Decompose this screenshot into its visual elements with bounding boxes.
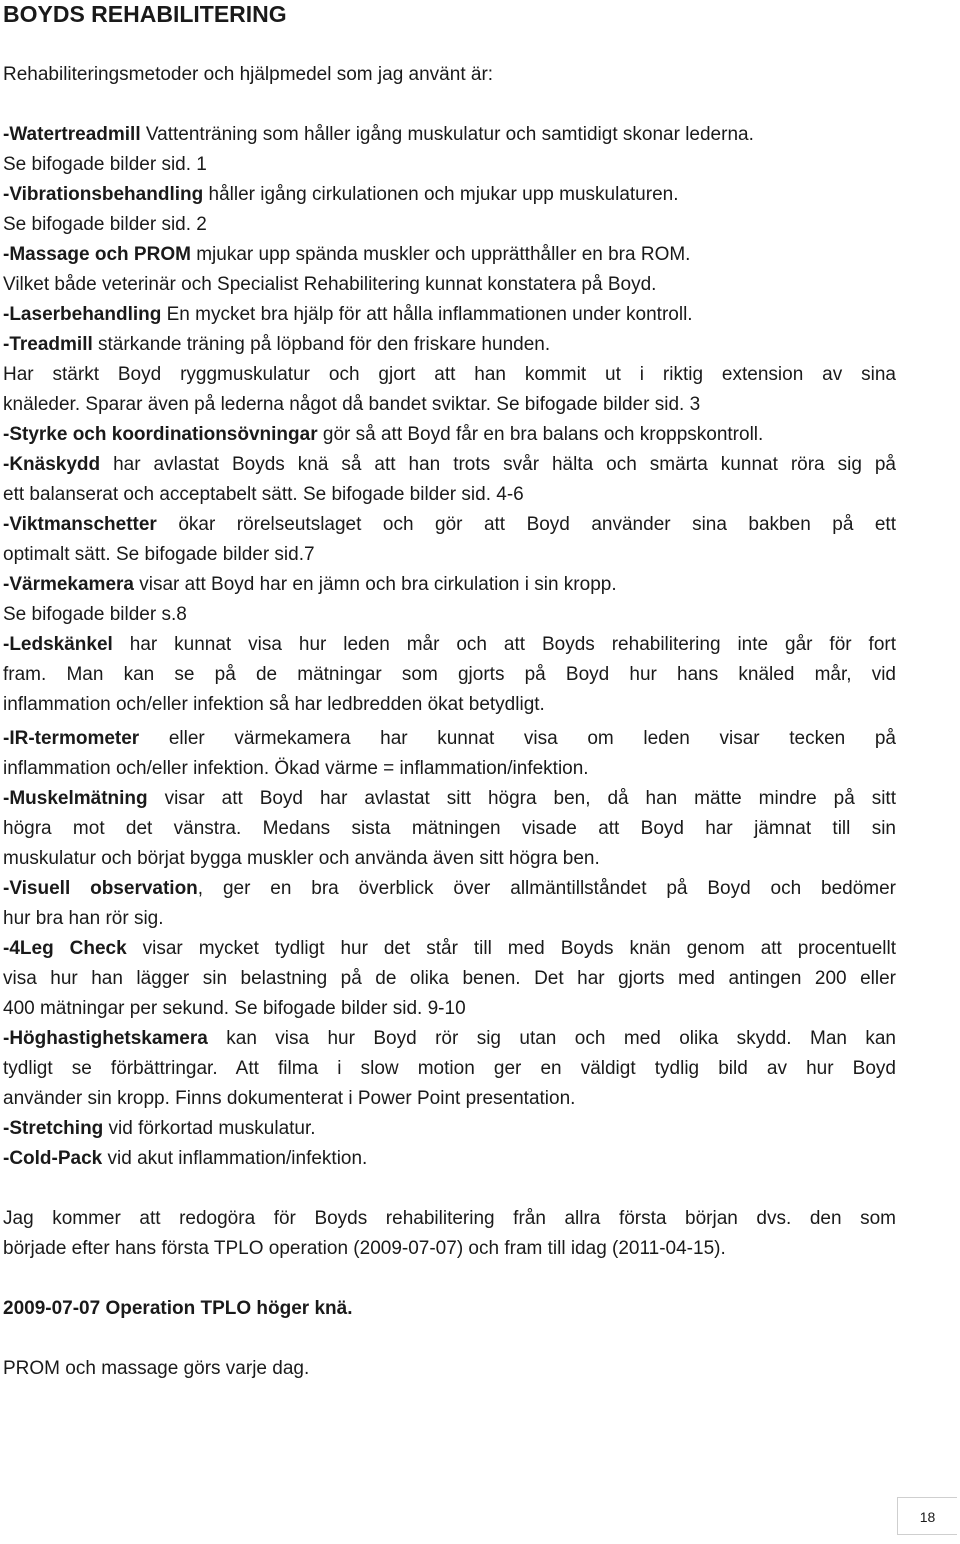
method-text: Vattenträning som håller igång muskulatur och samtidigt skonar lederna. xyxy=(140,124,754,145)
method-line xyxy=(3,212,207,238)
method-name: -Laserbehandling xyxy=(3,304,162,325)
method-line xyxy=(3,332,550,358)
method-line xyxy=(3,966,896,992)
document-title: BOYDS REHABILITERING xyxy=(3,1,287,27)
method-line xyxy=(3,876,896,902)
method-text: visar att Boyd har avlastat sitt högra ben, då han mätte mindre på sitt xyxy=(147,788,896,809)
method-text: har avlastat Boyds knä så att han trots svår hälta och smärta kunnat röra sig på xyxy=(100,454,896,475)
method-line xyxy=(3,816,896,842)
method-line xyxy=(3,602,187,628)
method-text: fram. Man kan se på de mätningar som gjorts på Boyd hur hans knäled mår, vid xyxy=(3,664,896,685)
method-line xyxy=(3,362,896,388)
method-line xyxy=(3,422,763,448)
method-line xyxy=(3,936,896,962)
method-line xyxy=(3,632,896,658)
method-line xyxy=(3,152,207,178)
method-name: -Treadmill xyxy=(3,334,93,355)
method-text: Se bifogade bilder s.8 xyxy=(3,604,187,625)
method-line xyxy=(3,846,600,872)
intro-text: Rehabiliteringsmetoder och hjälpmedel som jag använt är: xyxy=(3,64,494,85)
method-line xyxy=(3,482,524,508)
method-text: muskulatur och börjat bygga muskler och använda även sitt högra ben. xyxy=(3,848,600,869)
method-text: , ger en bra överblick över allmäntillståndet på Boyd och bedömer xyxy=(197,878,897,899)
method-line xyxy=(3,452,896,478)
section-heading-text: 2009-07-07 Operation TPLO höger knä. xyxy=(3,1298,353,1319)
method-text: kan visa hur Boyd rör sig utan och med olika skydd. Man kan xyxy=(207,1028,896,1049)
method-name: -Visuell observation xyxy=(3,878,198,899)
method-name: -Vibrationsbehandling xyxy=(3,184,204,205)
method-line xyxy=(3,272,656,298)
method-text: vid akut inflammation/infektion. xyxy=(102,1148,368,1169)
method-text: Se bifogade bilder sid. 2 xyxy=(3,214,207,235)
method-line xyxy=(3,692,545,718)
method-text: optimalt sätt. Se bifogade bilder sid.7 xyxy=(3,544,315,565)
method-line xyxy=(3,1056,896,1082)
method-text: Se bifogade bilder sid. 1 xyxy=(3,154,207,175)
method-name: -Styrke och koordinationsövningar xyxy=(3,424,318,445)
method-line xyxy=(3,242,690,268)
method-line xyxy=(3,906,164,932)
method-text: tydligt se förbättringar. Att filma i slow motion ger en väldigt tydlig bild av hur Boyd xyxy=(3,1058,896,1079)
method-text: använder sin kropp. Finns dokumenterat i Power Point presentation. xyxy=(3,1088,576,1109)
method-line xyxy=(3,572,617,598)
method-text: högra mot det vänstra. Medans sista mätningen visade att Boyd har jämnat till sin xyxy=(3,818,896,839)
method-line xyxy=(3,122,754,148)
method-line xyxy=(3,512,896,538)
method-line xyxy=(3,726,896,752)
method-line xyxy=(3,756,589,782)
summary-line: började efter hans första TPLO operation (2009-07-07) och fram till idag (2011-04-15). xyxy=(3,1238,726,1259)
method-text: mjukar upp spända muskler och upprätthåller en bra ROM. xyxy=(190,244,691,265)
method-line xyxy=(3,1026,896,1052)
method-text: inflammation och/eller infektion. Ökad värme = inflammation/infektion. xyxy=(3,758,589,779)
method-text: visar mycket tydligt hur det står till med Boyds knän genom att procentuellt xyxy=(126,938,897,959)
method-name: -Watertreadmill xyxy=(3,124,141,145)
method-name: -Muskelmätning xyxy=(3,788,148,809)
method-text: knäleder. Sparar även på lederna något då bandet sviktar. Se bifogade bilder sid. 3 xyxy=(3,394,701,415)
method-text: ett balanserat och acceptabelt sätt. Se bifogade bilder sid. 4-6 xyxy=(3,484,524,505)
method-line xyxy=(3,392,700,418)
method-text: inflammation och/eller infektion så har ledbredden ökat betydligt. xyxy=(3,694,545,715)
method-text: håller igång cirkulationen och mjukar upp muskulaturen. xyxy=(203,184,679,205)
method-name: -Stretching xyxy=(3,1118,104,1139)
method-line xyxy=(3,1086,575,1112)
method-name: -4Leg Check xyxy=(3,938,127,959)
method-text: visa hur han lägger sin belastning på de olika benen. Det har gjorts med antingen 200 eller xyxy=(3,968,896,989)
method-line xyxy=(3,1116,316,1142)
method-name: -Viktmanschetter xyxy=(3,514,157,535)
section-heading xyxy=(3,1296,353,1322)
method-name: -IR-termometer xyxy=(3,728,140,749)
method-text: 400 mätningar per sekund. Se bifogade bilder sid. 9-10 xyxy=(3,998,466,1019)
method-line xyxy=(3,662,896,688)
method-text: har kunnat visa hur leden mår och att Boyds rehabilitering inte går för fort xyxy=(112,634,896,655)
method-name: -Ledskänkel xyxy=(3,634,113,655)
method-text: eller värmekamera har kunnat visa om leden visar tecken på xyxy=(139,728,896,749)
method-text: visar att Boyd har en jämn och bra cirkulation i sin kropp. xyxy=(133,574,617,595)
method-line xyxy=(3,542,315,568)
method-text: vid förkortad muskulatur. xyxy=(103,1118,316,1139)
method-text: gör så att Boyd får en bra balans och kroppskontroll. xyxy=(317,424,764,445)
method-text: En mycket bra hjälp för att hålla inflammationen under kontroll. xyxy=(161,304,693,325)
page-number: 18 xyxy=(897,1497,957,1535)
closing-text: PROM och massage görs varje dag. xyxy=(3,1358,310,1379)
method-line xyxy=(3,302,693,328)
method-line xyxy=(3,996,466,1022)
method-name: -Cold-Pack xyxy=(3,1148,103,1169)
method-line xyxy=(3,182,678,208)
method-text: stärkande träning på löpband för den friskare hunden. xyxy=(92,334,551,355)
method-text: hur bra han rör sig. xyxy=(3,908,164,929)
method-name: -Höghastighetskamera xyxy=(3,1028,208,1049)
method-name: -Värmekamera xyxy=(3,574,134,595)
method-text: ökar rörelseutslaget och gör att Boyd använder sina bakben på ett xyxy=(156,514,896,535)
method-line xyxy=(3,1146,367,1172)
method-name: -Knäskydd xyxy=(3,454,101,475)
summary-line: Jag kommer att redogöra för Boyds rehabilitering från allra första början dvs. den som xyxy=(3,1208,896,1229)
method-text: Vilket både veterinär och Specialist Rehabilitering kunnat konstatera på Boyd. xyxy=(3,274,657,295)
method-name: -Massage och PROM xyxy=(3,244,191,265)
method-text: Har stärkt Boyd ryggmuskulatur och gjort att han kommit ut i riktig extension av sina xyxy=(3,364,896,385)
method-line xyxy=(3,786,896,812)
